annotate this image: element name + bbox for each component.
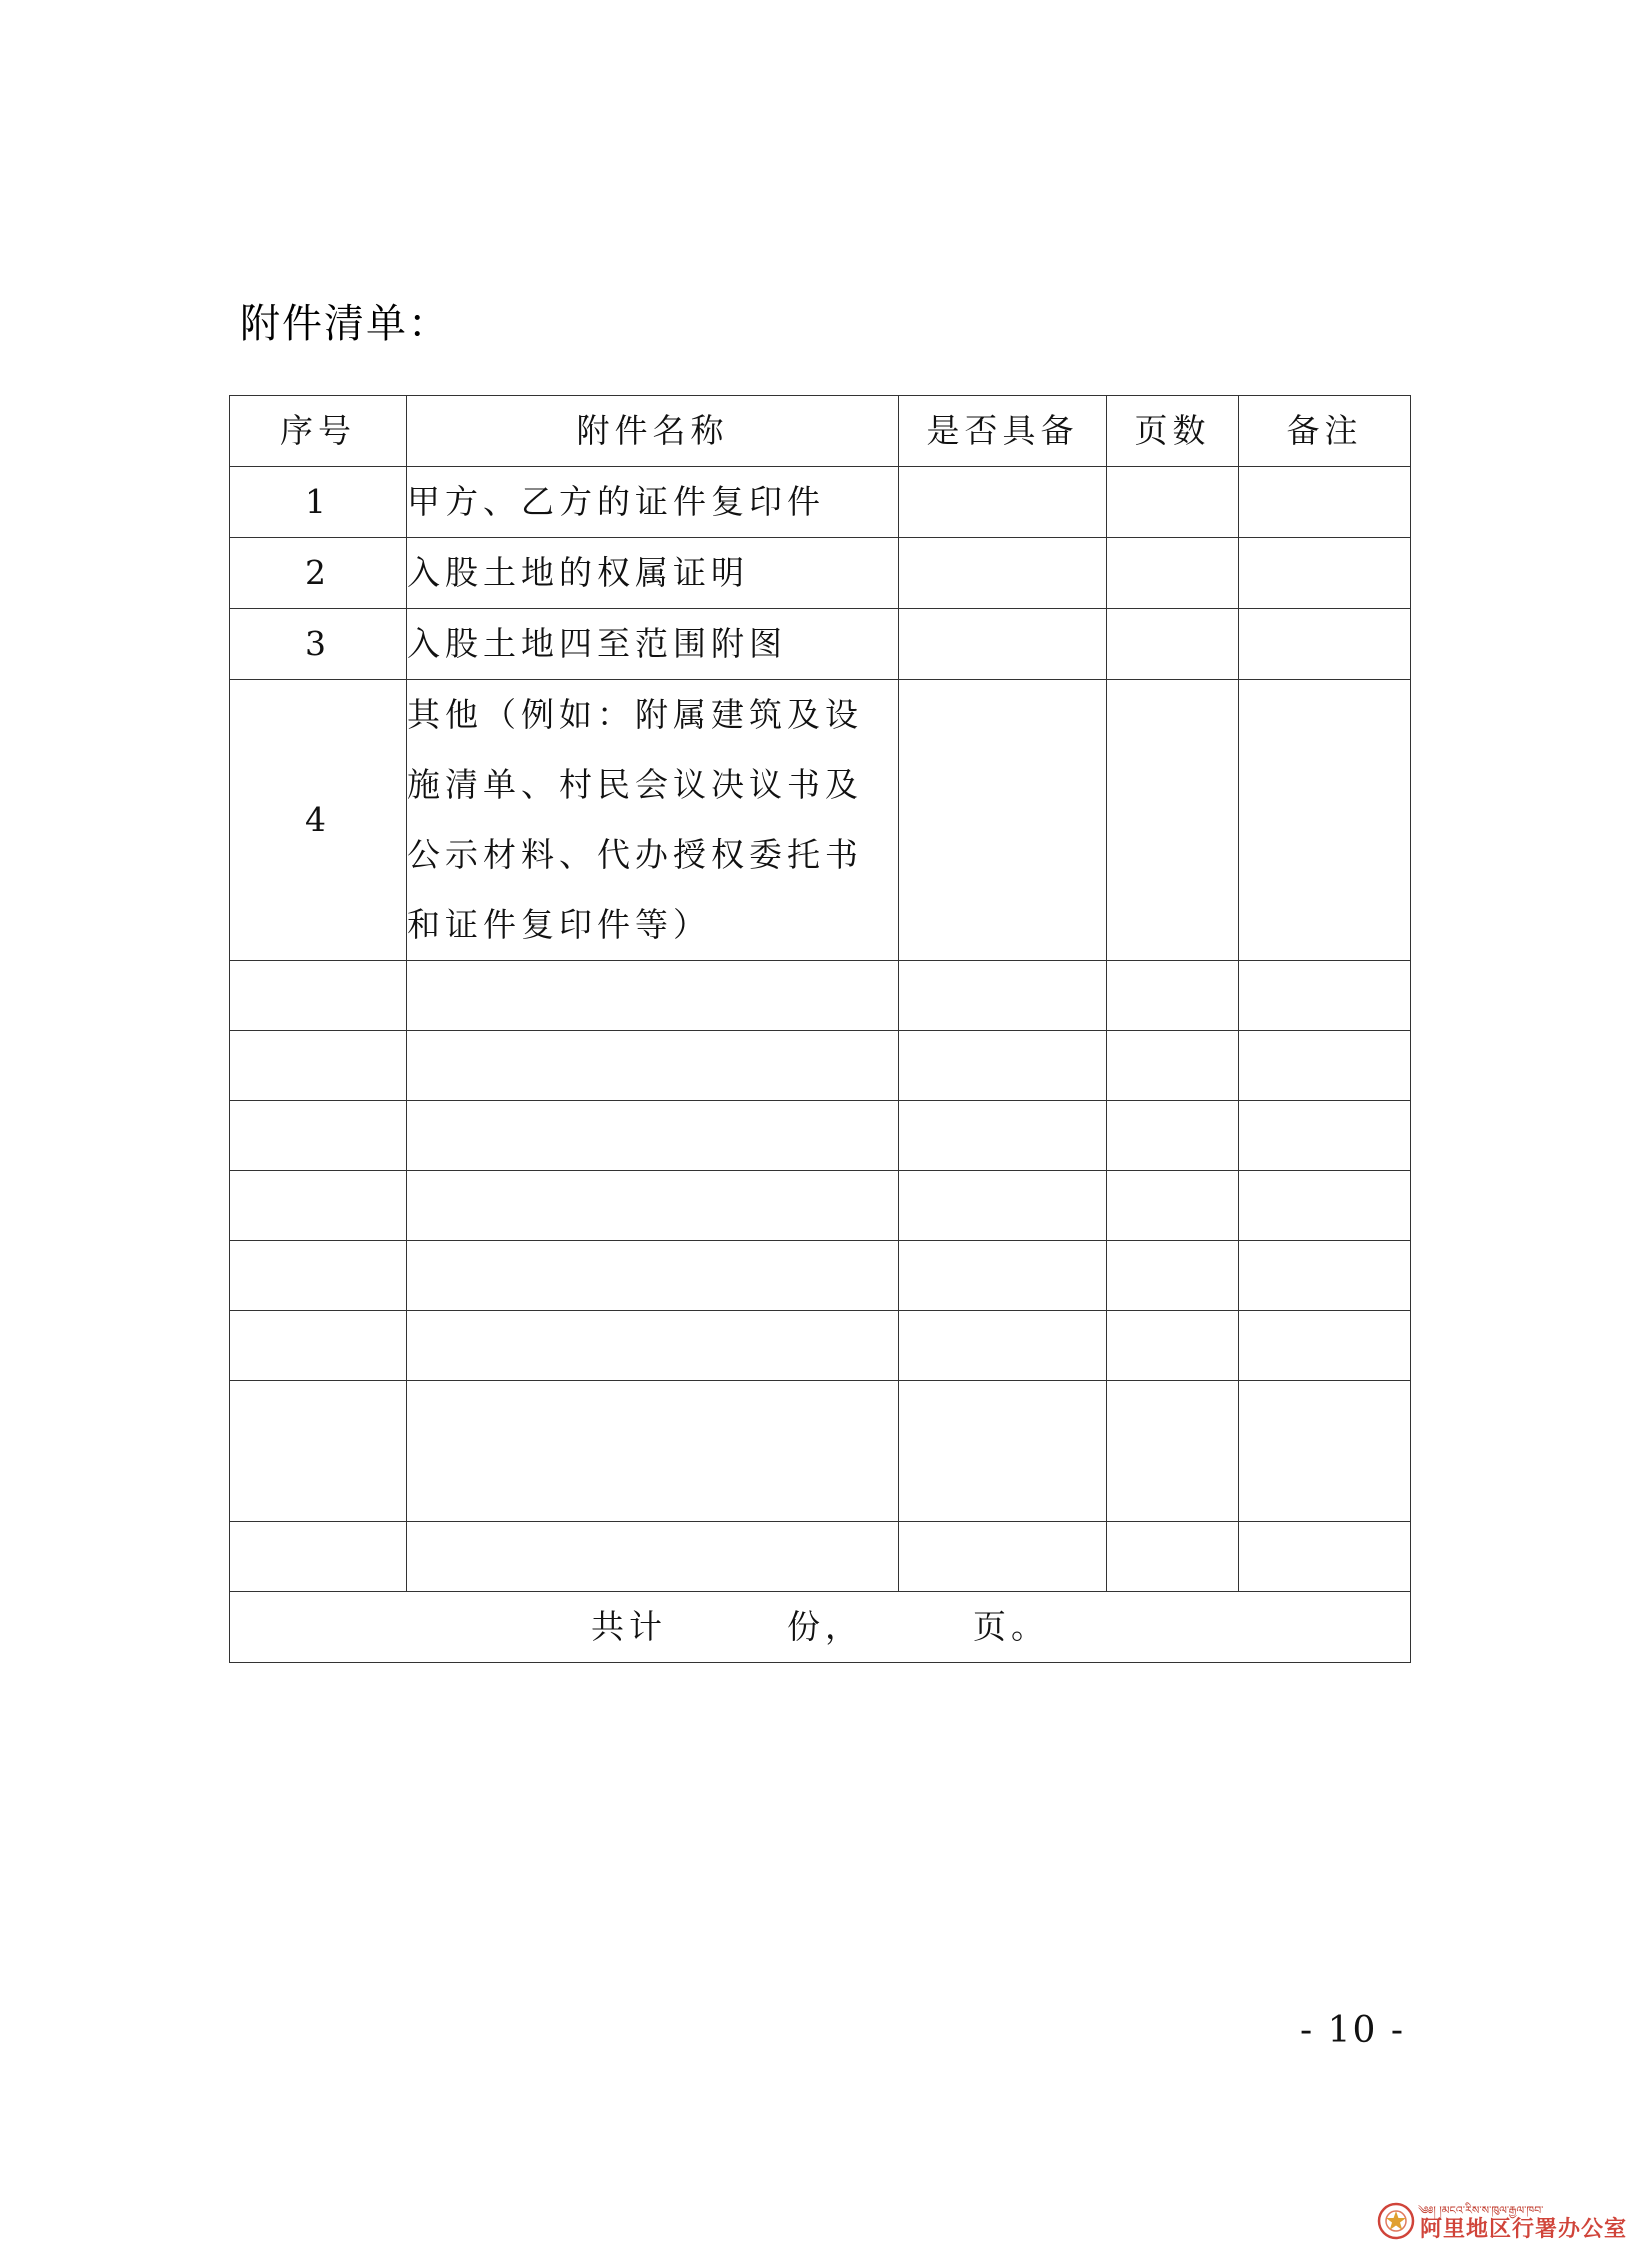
empty-cell[interactable] xyxy=(1239,1522,1411,1592)
table-row-empty xyxy=(230,1171,1411,1241)
header-pages: 页数 xyxy=(1107,396,1239,467)
header-available: 是否具备 xyxy=(899,396,1107,467)
empty-cell[interactable] xyxy=(407,1241,899,1311)
row-note-cell[interactable] xyxy=(1239,467,1411,538)
table-row-empty xyxy=(230,1031,1411,1101)
empty-cell[interactable] xyxy=(1107,1101,1239,1171)
empty-cell[interactable] xyxy=(407,961,899,1031)
empty-cell[interactable] xyxy=(1107,1311,1239,1381)
empty-cell[interactable] xyxy=(230,1101,407,1171)
row-no: 4 xyxy=(230,680,407,961)
empty-cell[interactable] xyxy=(407,1171,899,1241)
empty-cell[interactable] xyxy=(407,1101,899,1171)
row-name-line: 和证件复印件等） xyxy=(407,905,711,944)
header-name: 附件名称 xyxy=(407,396,899,467)
row-pages-cell[interactable] xyxy=(1107,680,1239,961)
seal-tibetan-script: ༄༅། །མངའ་རིས་ས་ཁུལ་རྒྱལ་ཁབ་ xyxy=(1418,2204,1544,2217)
empty-cell[interactable] xyxy=(1107,1031,1239,1101)
total-cell xyxy=(230,1592,1411,1663)
row-available-cell[interactable] xyxy=(899,467,1107,538)
table-row xyxy=(230,609,1411,680)
page-number: - 10 - xyxy=(1300,2010,1406,2051)
table-row-empty xyxy=(230,1311,1411,1381)
table-row xyxy=(230,467,1411,538)
empty-cell[interactable] xyxy=(1239,1031,1411,1101)
row-name-line: 其他（例如：附属建筑及设 xyxy=(407,695,863,734)
table-row-empty xyxy=(230,1101,1411,1171)
row-name-line: 施清单、村民会议决议书及 xyxy=(407,765,863,804)
empty-cell[interactable] xyxy=(899,1381,1107,1522)
empty-cell[interactable] xyxy=(899,1171,1107,1241)
total-pages-unit: 页。 xyxy=(973,1607,1049,1646)
row-no: 1 xyxy=(230,467,407,538)
empty-cell[interactable] xyxy=(407,1522,899,1592)
empty-cell[interactable] xyxy=(1239,1381,1411,1522)
empty-cell[interactable] xyxy=(407,1031,899,1101)
total-copies-unit: 份， xyxy=(787,1607,863,1646)
empty-cell[interactable] xyxy=(230,1381,407,1522)
table-row xyxy=(230,680,1411,961)
row-name: 入股土地四至范围附图 xyxy=(407,609,899,680)
empty-cell[interactable] xyxy=(230,1311,407,1381)
row-note-cell[interactable] xyxy=(1239,680,1411,961)
empty-cell[interactable] xyxy=(230,1171,407,1241)
empty-cell[interactable] xyxy=(1239,1101,1411,1171)
row-available-cell[interactable] xyxy=(899,538,1107,609)
empty-cell[interactable] xyxy=(1107,1241,1239,1311)
empty-cell[interactable] xyxy=(230,1522,407,1592)
header-note: 备注 xyxy=(1239,396,1411,467)
row-pages-cell[interactable] xyxy=(1107,467,1239,538)
header-no: 序号 xyxy=(230,396,407,467)
row-name: 入股土地的权属证明 xyxy=(407,538,899,609)
table-row xyxy=(230,538,1411,609)
seal-label: 阿里地区行署办公室 xyxy=(1420,2217,1627,2242)
row-name-line: 公示材料、代办授权委托书 xyxy=(407,835,863,874)
office-seal xyxy=(1376,2196,1627,2245)
empty-cell[interactable] xyxy=(899,1522,1107,1592)
table-total-row xyxy=(230,1592,1411,1663)
attachment-table xyxy=(229,395,1411,1663)
row-note-cell[interactable] xyxy=(1239,609,1411,680)
empty-cell[interactable] xyxy=(1107,1381,1239,1522)
empty-cell[interactable] xyxy=(899,1311,1107,1381)
empty-cell[interactable] xyxy=(1239,961,1411,1031)
table-row-empty xyxy=(230,1381,1411,1522)
row-available-cell[interactable] xyxy=(899,609,1107,680)
row-pages-cell[interactable] xyxy=(1107,609,1239,680)
empty-cell[interactable] xyxy=(1239,1171,1411,1241)
empty-cell[interactable] xyxy=(1107,961,1239,1031)
row-note-cell[interactable] xyxy=(1239,538,1411,609)
empty-cell[interactable] xyxy=(899,1031,1107,1101)
row-no: 3 xyxy=(230,609,407,680)
empty-cell[interactable] xyxy=(1239,1241,1411,1311)
empty-cell[interactable] xyxy=(1107,1522,1239,1592)
empty-cell[interactable] xyxy=(407,1381,899,1522)
empty-cell[interactable] xyxy=(1107,1171,1239,1241)
page-title: 附件清单： xyxy=(240,301,450,347)
empty-cell[interactable] xyxy=(230,1031,407,1101)
empty-cell[interactable] xyxy=(230,961,407,1031)
table-row-empty xyxy=(230,1522,1411,1592)
empty-cell[interactable] xyxy=(407,1311,899,1381)
empty-cell[interactable] xyxy=(899,1101,1107,1171)
row-name xyxy=(407,680,899,961)
emblem-icon xyxy=(1376,2199,1416,2243)
row-available-cell[interactable] xyxy=(899,680,1107,961)
table-header-row xyxy=(230,396,1411,467)
row-pages-cell[interactable] xyxy=(1107,538,1239,609)
row-no: 2 xyxy=(230,538,407,609)
empty-cell[interactable] xyxy=(230,1241,407,1311)
empty-cell[interactable] xyxy=(899,1241,1107,1311)
empty-cell[interactable] xyxy=(899,961,1107,1031)
table-row-empty xyxy=(230,961,1411,1031)
empty-cell[interactable] xyxy=(1239,1311,1411,1381)
row-name: 甲方、乙方的证件复印件 xyxy=(407,467,899,538)
total-label: 共计 xyxy=(591,1607,667,1646)
table-row-empty xyxy=(230,1241,1411,1311)
